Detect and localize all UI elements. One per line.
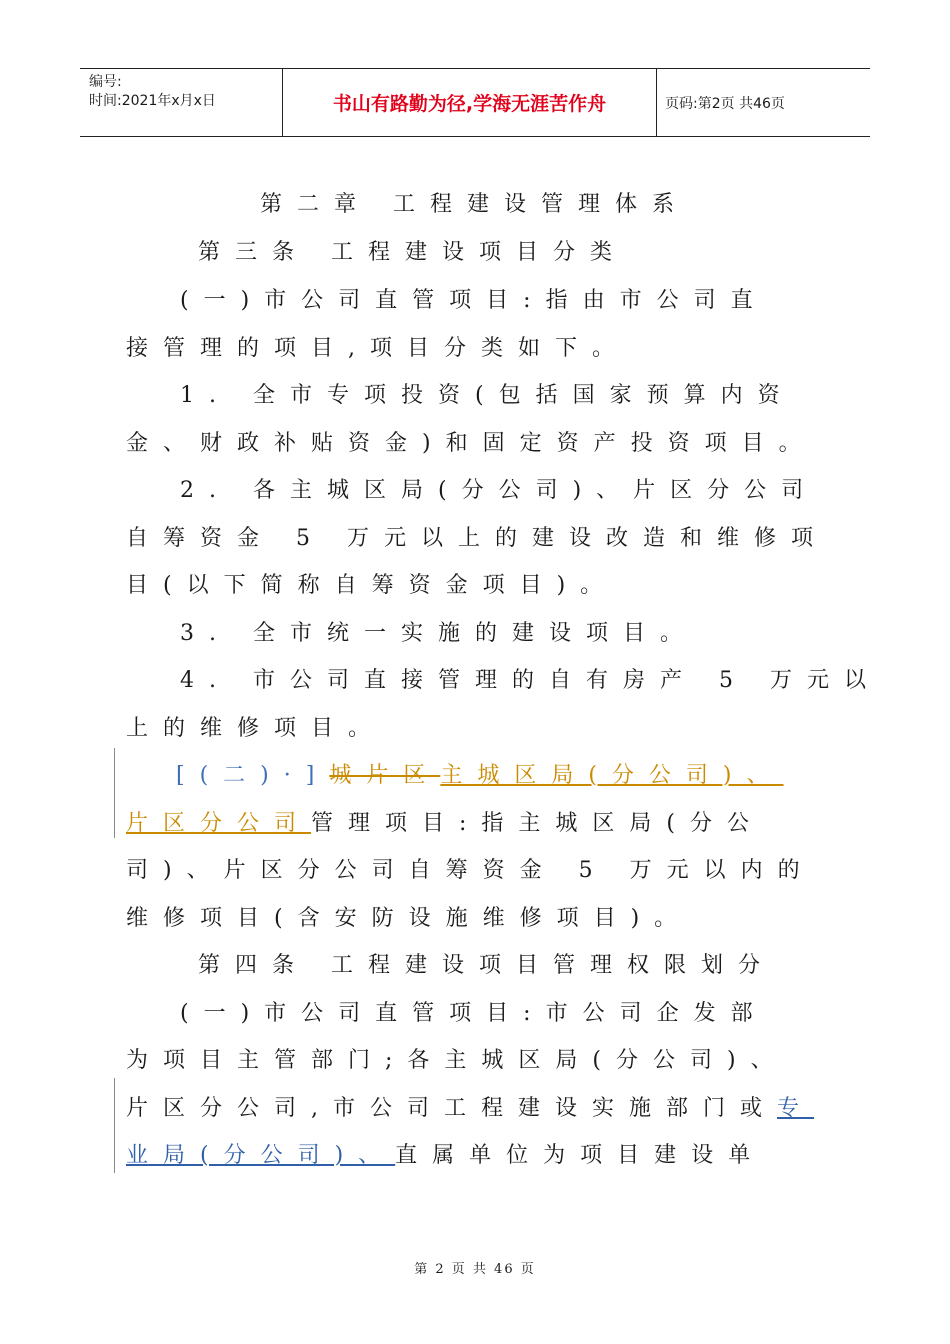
revision-bar: [114, 748, 115, 838]
article3-item4-line1: 4. 市公司直接管理的自有房产 5 万元以: [180, 668, 881, 693]
article3-item2-line1: 2. 各主城区局(分公司)、片区分公司: [180, 478, 819, 503]
article4-p1-line2: 为项目主管部门;各主城区局(分公司)、: [126, 1048, 788, 1073]
article4-p1-line4: [126, 1138, 765, 1169]
article3-p2-line2-rest: 管理项目:指主城区局(分公: [311, 811, 765, 836]
page-footer: 第 2 页 共 46 页: [414, 1262, 536, 1277]
article4-title: 第四条 工程建设项目管理权限划分: [198, 953, 775, 978]
tracked-insertion-b: 片区分公司: [126, 811, 312, 836]
article3-item2-line3: 目(以下简称自筹资金项目)。: [126, 573, 618, 598]
article4-p1-line1: (一)市公司直管项目:市公司企发部: [180, 1001, 768, 1026]
article3-p1-line2: 接管理的项目,项目分类如下。: [126, 336, 629, 361]
revision-bar-2: [114, 1078, 115, 1173]
article3-title: 第三条 工程建设项目分类: [198, 240, 627, 265]
header-motto: 书山有路勤为径,学海无涯苦作舟: [282, 69, 657, 136]
tracked-insertion-d: 业局(分公司)、: [126, 1143, 396, 1168]
header-page-info: 页码:第2页 共46页: [665, 95, 785, 112]
tracked-insertion-c: 专: [777, 1096, 815, 1121]
article4-p1-line4-rest: 直属单位为项目建设单: [395, 1143, 766, 1168]
chapter-title: 第二章 工程建设管理体系: [260, 192, 689, 217]
article3-p2-line1: [176, 758, 784, 789]
number-label: 编号:: [89, 74, 122, 90]
article3-p2-line3: 司)、片区分公司自筹资金 5 万元以内的: [126, 858, 815, 883]
page-header: [80, 68, 870, 137]
article3-p2-line4: 维修项目(含安防设施维修项目)。: [126, 906, 692, 931]
header-meta: [80, 69, 282, 140]
article3-p2-line2: [126, 806, 764, 837]
article4-p1-line3: [126, 1091, 814, 1122]
article3-item4-line2: 上的维修项目。: [126, 716, 386, 741]
article4-p1-line3-text: 片区分公司,市公司工程建设实施部门或: [126, 1096, 777, 1121]
tracked-deletion: 城片区: [329, 763, 441, 788]
tracked-insertion-a: 主城区局(分公司)、: [440, 763, 784, 788]
article3-item1-line1: 1. 全市专项投资(包括国家预算内资: [180, 383, 795, 408]
article3-item3: 3. 全市统一实施的建设项目。: [180, 621, 697, 646]
time-label: 时间:2021年x月x日: [89, 93, 216, 109]
article3-p1-line1: (一)市公司直管项目:指由市公司直: [180, 288, 768, 313]
article3-item1-line2: 金、财政补贴资金)和固定资产投资项目。: [126, 431, 816, 456]
tracked-prefix: [(二)·]: [176, 763, 330, 788]
article3-item2-line2: 自筹资金 5 万元以上的建设改造和维修项: [126, 526, 828, 551]
